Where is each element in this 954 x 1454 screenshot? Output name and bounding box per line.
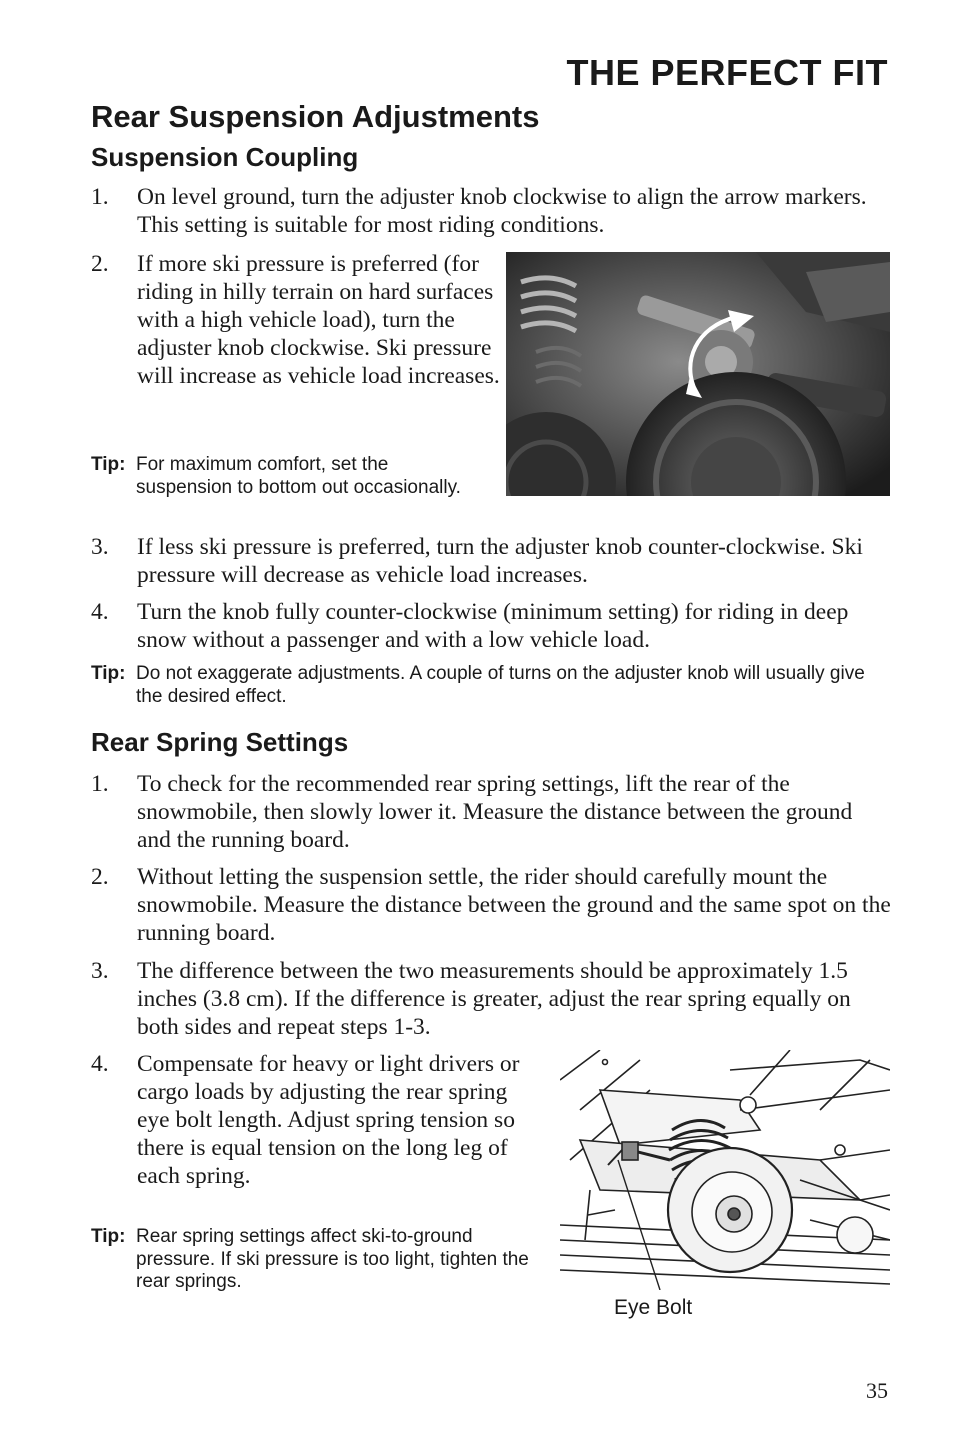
- step-text: On level ground, turn the adjuster knob clockwise to align the arrow markers. This setting is suitable for most riding conditions.: [137, 184, 867, 238]
- step-number: 3.: [91, 534, 109, 560]
- coupling-tip-2: [91, 663, 891, 709]
- step-text: Compensate for heavy or light drivers or cargo loads by adjusting the rear spring eye bolt length. Adjust spring tension so there is equal tension on the long leg of each spring.: [137, 1051, 520, 1189]
- suspension-adjuster-photo: [506, 252, 890, 496]
- coupling-step-2: [91, 250, 501, 445]
- step-text: If more ski pressure is preferred (for riding in hilly terrain on hard surfaces with a high vehicle load), turn the adjuster knob clockwise. Ski pressure will increase as vehicle load increases.: [137, 251, 500, 389]
- step-number: 3.: [91, 958, 109, 984]
- coupling-step-3: [91, 533, 891, 589]
- step-number: 4.: [91, 1051, 109, 1077]
- subsection-heading-coupling: Suspension Coupling: [91, 142, 359, 172]
- step-number: 1.: [91, 771, 109, 797]
- step-number: 2.: [91, 251, 109, 277]
- spring-tip: [91, 1226, 541, 1294]
- chapter-title: THE PERFECT FIT: [566, 52, 888, 93]
- subsection-heading-spring: Rear Spring Settings: [91, 727, 349, 757]
- coupling-tip-1: [91, 454, 461, 522]
- step-text: If less ski pressure is preferred, turn the adjuster knob counter-clockwise. Ski pressure will decrease as vehicle load increases.: [137, 534, 863, 588]
- coupling-step-4: [91, 598, 891, 654]
- step-number: 1.: [91, 184, 109, 210]
- step-text: Without letting the suspension settle, the rider should carefully mount the snowmobile. Measure the distance between the ground and the same spot on the running board.: [137, 864, 891, 946]
- spring-step-1: [91, 770, 891, 854]
- section-title: Rear Suspension Adjustments: [91, 99, 540, 134]
- step-text: To check for the recommended rear spring settings, lift the rear of the snowmobile, then slowly lower it. Measure the distance between the ground and the running board.: [137, 771, 853, 853]
- tip-label: Tip:: [91, 1226, 126, 1247]
- spring-step-4: [91, 1050, 531, 1218]
- step-number: 2.: [91, 864, 109, 890]
- step-text: The difference between the two measurements should be approximately 1.5 inches (3.8 cm). If the difference is greater, adjust the rear spring equally on both sides and repeat steps 1-3.: [137, 958, 851, 1040]
- tip-text: Rear spring settings affect ski-to-ground pressure. If ski pressure is too light, tighten the rear springs.: [136, 1226, 529, 1292]
- step-number: 4.: [91, 599, 109, 625]
- step-text: Turn the knob fully counter-clockwise (minimum setting) for riding in deep snow without a passenger and with a low vehicle load.: [137, 599, 849, 653]
- tip-text: For maximum comfort, set the suspension to bottom out occasionally.: [136, 454, 461, 498]
- figure-caption: Eye Bolt: [614, 1296, 693, 1319]
- spring-step-2: [91, 863, 891, 947]
- page-number: 35: [866, 1378, 888, 1403]
- spring-step-3: [91, 957, 891, 1041]
- rear-spring-eye-bolt-illustration: [560, 1050, 890, 1290]
- tip-text: Do not exaggerate adjustments. A couple of turns on the adjuster knob will usually give the desired effect.: [136, 663, 865, 707]
- tip-label: Tip:: [91, 663, 126, 684]
- coupling-step-1: [91, 183, 891, 239]
- tip-label: Tip:: [91, 454, 126, 475]
